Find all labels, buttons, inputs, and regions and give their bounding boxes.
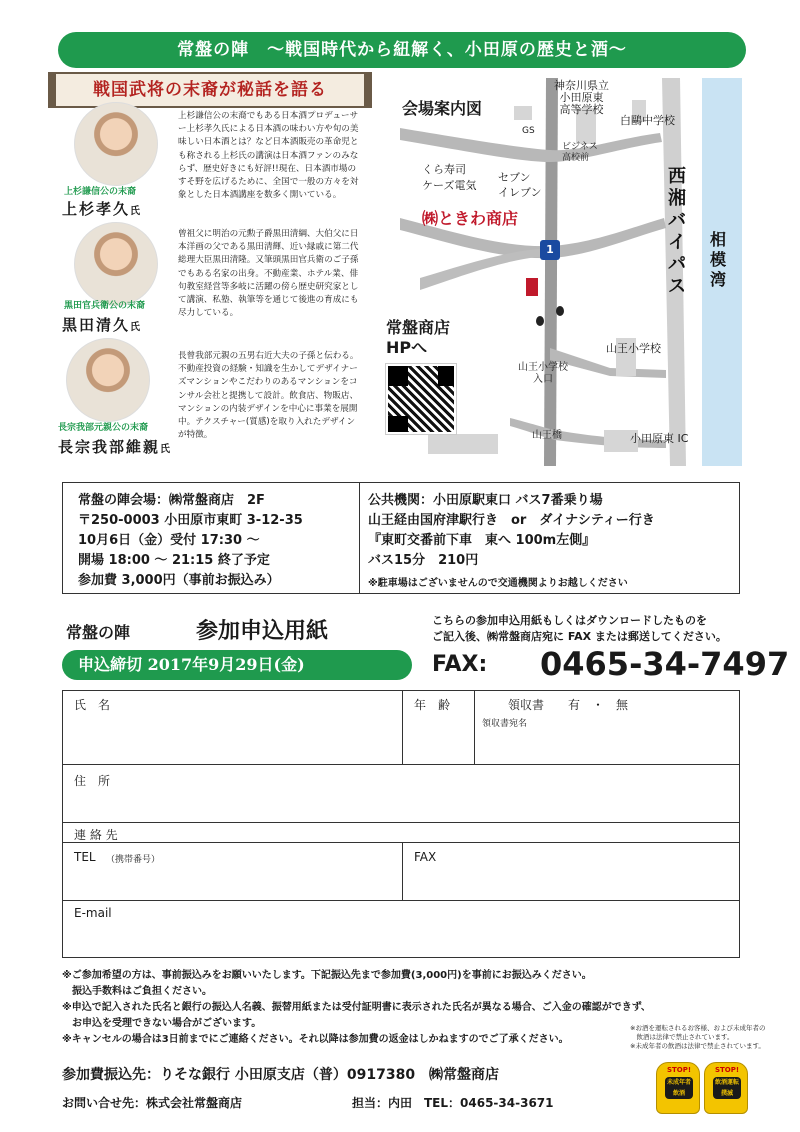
speaker-name-1: 上杉孝久氏	[62, 200, 141, 218]
section-heading: 戦国武将の末裔が秘話を語る	[48, 72, 372, 108]
note-line: ※申込で記入された氏名と銀行の振込人名義、振替用紙または受付証明書に表示された氏名が異なる場合、ご入金の確認ができず、	[62, 1002, 651, 1013]
note-line: お申込を受理できない場合がございます。	[62, 1018, 262, 1029]
fax-field[interactable]	[404, 866, 738, 898]
name-label: 氏 名	[74, 698, 111, 712]
venue-map	[380, 78, 742, 466]
access-info	[368, 491, 655, 589]
form-title: 参加申込用紙	[196, 618, 329, 644]
form-title-small: 常盤の陣	[66, 623, 131, 642]
fax-label: FAX:	[432, 652, 488, 677]
map-block	[514, 106, 532, 120]
hp-link-label[interactable]: 常盤商店 HPへ	[386, 318, 451, 357]
access-line-3: 『東町交番前下車 東へ 100m左側』	[368, 533, 596, 548]
info-divider	[359, 482, 360, 594]
drinking-notice: ※お酒を運転されるお客様、および未成年者の 飲酒は法律で禁止されています。 ※未成年者の飲酒は法律で禁止されています。	[630, 1024, 766, 1050]
map-label-sanno-bridge: 山王橋	[532, 430, 562, 441]
venue-line-2: 〒250-0003 小田原市東町 3-12-35	[78, 513, 303, 528]
age-field[interactable]	[404, 712, 472, 762]
map-label-hakuo: 白鷗中学校	[620, 114, 675, 127]
venue-line-3: 10月6日（金）受付 17:30 ～	[78, 533, 260, 548]
contact-label: 連 絡 先	[74, 828, 118, 842]
stop-drunk-driving-icon: STOP! 飲酒運転 撲滅	[704, 1062, 748, 1114]
fax-number: 0465-34-7497	[540, 645, 790, 683]
receipt-choice[interactable]: 領収書 有 ・ 無	[508, 698, 629, 712]
venue-line-4: 開場 18:00 ～ 21:15 終了予定	[78, 553, 270, 568]
route-1-sign: 1	[540, 240, 560, 260]
map-label-gs: GS	[522, 126, 535, 136]
tel-note: （携帯番号）	[106, 855, 161, 865]
speaker-portrait-3	[66, 338, 150, 422]
access-line-1: 公共機関：小田原駅東口 バス7番乗り場	[368, 493, 603, 508]
speaker-role-3: 長宗我部元親公の末裔	[58, 423, 149, 433]
map-title: 会場案内図	[402, 99, 483, 118]
speaker-bio-1: 上杉謙信公の末裔でもある日本酒プロデューサー上杉孝久氏による日本酒の味わい方や旬の美味しい日本酒とは？など日本酒販売の革命児とも称される上杉氏の講演は日本酒ファンのみならず、歴史好きにも好評!!現在、日本酒市場のすそ野を広げるために、全国で一般の方々を対象とした日本酒講座を数多く開いている。	[178, 111, 359, 201]
tel-label: TEL	[74, 850, 96, 864]
form-divider	[402, 842, 403, 900]
map-label-sagami: 相模湾	[710, 230, 727, 289]
note-line: ※ご参加希望の方は、事前振込みをお願いいたします。下記振込先まで参加費(3,000円)を事前にお振込みください。	[62, 970, 592, 981]
venue-line-1: 常盤の陣会場：㈱常盤商店 2F	[78, 493, 265, 508]
speaker-role-2: 黒田官兵衛公の末裔	[64, 301, 146, 311]
map-label-business: ビジネス 高校前	[562, 142, 598, 163]
address-label: 住 所	[74, 774, 111, 788]
email-field[interactable]	[64, 922, 738, 956]
speaker-portrait-2	[74, 222, 158, 306]
map-block	[428, 434, 498, 454]
form-divider	[474, 690, 475, 764]
form-divider	[62, 900, 740, 901]
note-line: ※キャンセルの場合は3日前までにご連絡ください。それ以降は参加費の返金はしかねますのでご了承ください。	[62, 1034, 569, 1045]
deadline-badge: 申込締切 2017年9月29日(金)	[62, 650, 412, 680]
map-label-sanno-school: 山王小学校	[606, 342, 661, 355]
map-label-bypass: 西湘バイパス	[668, 166, 686, 297]
speaker-portrait-1	[74, 102, 158, 186]
venue-line-5: 参加費 3,000円（事前お振込み）	[78, 573, 280, 588]
receipt-to-label: 領収書宛名	[482, 719, 528, 729]
tel-field[interactable]	[64, 866, 400, 898]
notes	[62, 968, 651, 1048]
form-divider	[402, 690, 403, 764]
receipt-to-field[interactable]	[476, 730, 738, 762]
contact-company: お問い合せ先：株式会社常盤商店	[62, 1096, 243, 1110]
qr-code[interactable]	[386, 364, 456, 434]
form-divider	[62, 842, 740, 843]
speaker-name-3: 長宗我部維親氏	[58, 438, 171, 456]
event-banner: 常盤の陣 ～戦国時代から紐解く、小田原の歴史と酒～	[58, 32, 746, 68]
form-divider	[62, 822, 740, 823]
access-line-2: 山王経由国府津駅行き or ダイナシティー行き	[368, 513, 655, 528]
speaker-bio-3: 長曾我部元親の五男右近大夫の子孫と伝わる。不動産投資の経験・知識を生かしてデザイナーズマンションやこだわりのあるマンションをコンサル会社と提携して設計。飲食店、物販店、マンションの内装デザインを中心に事業を展開中。テクスチャー(質感)を取り入れたデザインが特徴。	[178, 351, 359, 441]
pin-icon	[536, 316, 544, 326]
form-divider	[62, 764, 740, 765]
speaker-role-1: 上杉謙信公の末裔	[64, 187, 137, 197]
form-instruction-2: ご記入後、㈱常盤商店宛に FAX または郵送してください。	[432, 630, 727, 643]
contact-person: 担当：内田 TEL：0465-34-3671	[352, 1096, 554, 1110]
pin-icon	[556, 306, 564, 316]
address-field[interactable]	[64, 788, 738, 820]
map-label-ic: 小田原東 IC	[630, 432, 689, 445]
map-label-store: ㈱ときわ商店	[422, 209, 519, 228]
route-1-road	[544, 78, 558, 466]
map-label-kura: くら寿司 ケーズ電気	[422, 163, 477, 192]
store-marker	[526, 278, 538, 296]
name-field[interactable]	[64, 712, 400, 762]
age-label: 年 齢	[414, 698, 451, 712]
access-line-4: バス15分 210円	[368, 553, 479, 568]
email-label: E-mail	[74, 906, 112, 920]
parking-note: ※駐車場はございませんので交通機関よりお越しください	[368, 578, 628, 589]
speaker-name-2: 黒田清久氏	[62, 316, 141, 334]
bank-info: 参加費振込先：りそな銀行 小田原支店（普）0917380 ㈱常盤商店	[62, 1067, 500, 1083]
venue-info	[78, 491, 303, 591]
stop-underage-icon: STOP! 未成年者 飲酒	[656, 1062, 700, 1114]
map-label-sanno-iriguchi: 山王小学校 入口	[518, 362, 568, 385]
fax-field-label: FAX	[414, 850, 437, 864]
map-label-seven: セブン イレブン	[498, 171, 542, 199]
speaker-bio-2: 曾祖父に明治の元勲子爵黒田清綱、大伯父に日本洋画の父である黒田清輝、近い縁戚に第二代総理大臣黒田清隆。又筆頭黒田官兵衛のご子孫でもある名家の出身。不動産業、ホテル業、俳句教室経営等多岐に活躍の傍ら歴史研究家として講演、私塾、執筆等を通じて後進の育成にも尽力している。	[178, 229, 359, 319]
form-instruction-1: こちらの参加申込用紙もしくはダウンロードしたものを	[432, 614, 707, 627]
map-label-school: 神奈川県立 小田原東 高等学校	[554, 79, 609, 116]
note-line: 振込手数料はご負担ください。	[62, 986, 212, 997]
